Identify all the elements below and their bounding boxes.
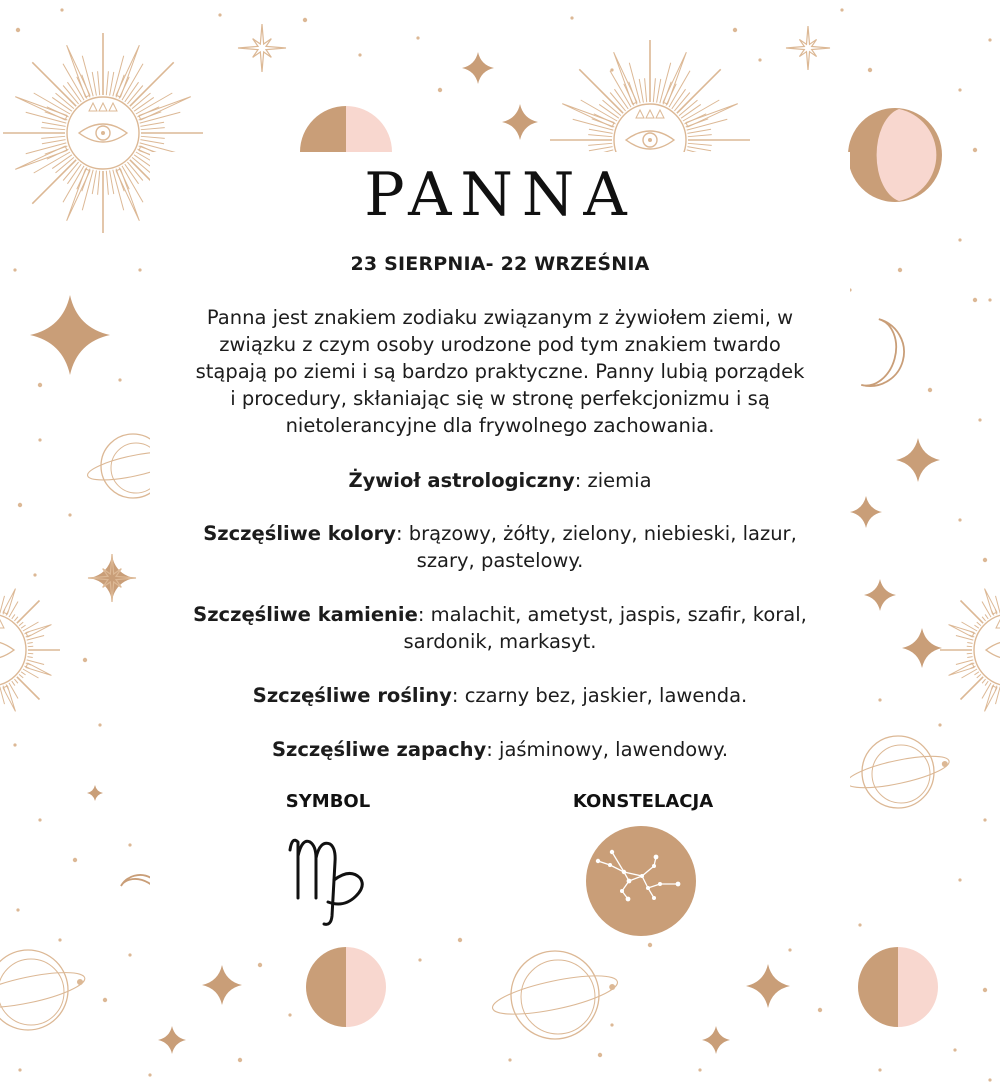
fact-label: Szczęśliwe kamienie xyxy=(193,603,418,626)
star-outline-icon xyxy=(786,26,830,70)
fact-value: brązowy, żółty, zielony, niebieski, lazur, szary, pastelowy. xyxy=(408,522,797,572)
page-title: PANNA xyxy=(364,160,636,230)
star-icon xyxy=(87,785,103,801)
fact-plants: Szczęśliwe rośliny: czarny bez, jaskier, lawenda. xyxy=(252,684,748,707)
constellation-heading: KONSTELACJA xyxy=(572,791,714,812)
crescent-icon-right xyxy=(861,319,911,393)
star-icon xyxy=(702,1026,730,1054)
star-icon xyxy=(850,496,882,528)
star-icon xyxy=(746,964,790,1008)
star-icon xyxy=(864,579,896,611)
fact-label: Żywioł astrologiczny xyxy=(348,469,575,492)
star-icon xyxy=(202,965,242,1005)
fact-value: jaśminowy, lawendowy. xyxy=(499,738,729,761)
star-icon xyxy=(902,628,942,668)
fact-stones: Szczęśliwe kamienie: malachit, ametyst, jaspis, szafir, koral, sardonik, markasyt. xyxy=(193,603,807,653)
moon-phase-icon-bottom-right xyxy=(858,947,938,1027)
fact-label: Szczęśliwe zapachy xyxy=(271,738,487,761)
symbol-heading: SYMBOL xyxy=(285,791,371,812)
star-icon xyxy=(896,438,940,482)
fact-value: ziemia xyxy=(587,469,652,492)
star-icon xyxy=(462,52,494,84)
fact-value: malachit, ametyst, jaspis, szafir, koral, sardonik, markasyt. xyxy=(403,603,807,653)
fact-label: Szczęśliwe kolory xyxy=(203,522,396,545)
sun-eye-icon-right-edge xyxy=(940,580,1000,720)
fact-value: czarny bez, jaskier, lawenda. xyxy=(464,684,748,707)
moon-phase-icon-top-right xyxy=(848,108,942,202)
planet-icon-bottom-left xyxy=(0,950,87,1030)
fact-scents: Szczęśliwe zapachy: jaśminowy, lawendowy. xyxy=(271,738,729,761)
star-icon xyxy=(502,104,538,140)
date-range: 23 SIERPNIA- 22 WRZEŚNIA xyxy=(350,253,650,275)
planet-icon-right xyxy=(845,736,952,808)
star-icon xyxy=(30,295,110,375)
planet-icon-bottom-center xyxy=(490,951,621,1039)
moon-phase-icon-bottom-left xyxy=(306,947,386,1027)
description-paragraph: Panna jest znakiem zodiaku związanym z żywiołem ziemi, w związku z czym osoby urodzone pod tym znakiem twardo stąpają po ziemi i są bardzo praktyczne. Panny lubią porządek i procedury, skłaniając się w stronę perfekcjonizmu i są nietolerancyjne dla frywolnego zachowania. xyxy=(195,306,805,437)
content-panel xyxy=(150,152,850,932)
star-icon xyxy=(158,1026,186,1054)
fact-label: Szczęśliwe rośliny xyxy=(252,684,452,707)
moon-phase-icon-top xyxy=(300,106,392,152)
fact-colors: Szczęśliwe kolory: brązowy, żółty, zielony, niebieski, lazur, szary, pastelowy. xyxy=(203,522,797,572)
sun-eye-icon-left-edge xyxy=(0,580,60,720)
star-outline-icon xyxy=(238,24,286,72)
star-icon xyxy=(90,556,134,600)
fact-element: Żywioł astrologiczny: ziemia xyxy=(348,469,652,492)
